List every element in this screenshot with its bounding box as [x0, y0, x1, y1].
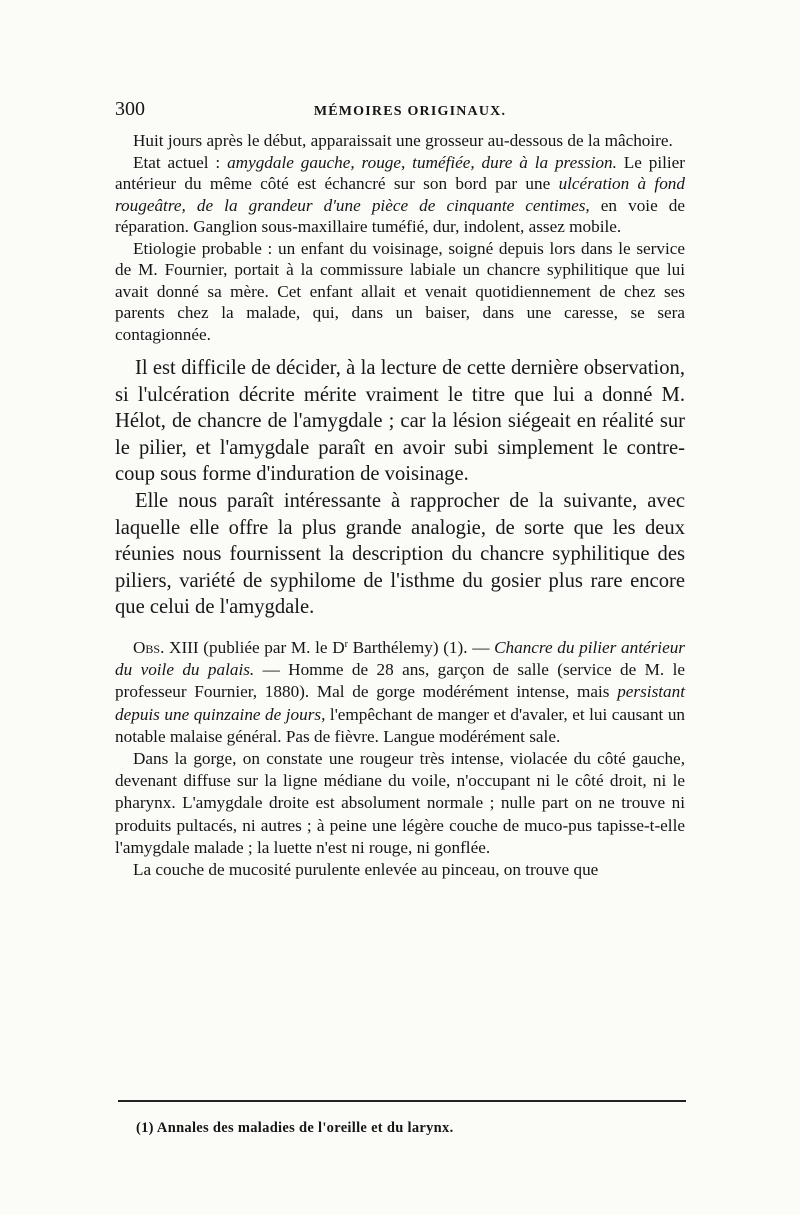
paragraph: Il est difficile de décider, à la lecture de cette dernière observation, si l'ulcération décrite mérite vraiment le titre que lui a donné M. Hélot, de chancre de l'amygdale ; car la lésion siégeait en réalité sur le pilier, et l'amygdale paraît en avoir subi simplement le contre-coup sous forme d'induration de voisinage. — [115, 357, 685, 486]
paragraph: Etat actuel : amygdale gauche, rouge, tuméfiée, dure à la pression. Le pilier antérieur du même côté est échancré sur son bord par une ulcération à fond rougeâtre, de la grandeur d'une pièce de cinquante centimes, en voie de réparation. Ganglion sous-maxillaire tuméfié, dur, indolent, assez mobile. — [115, 152, 685, 236]
running-head: MÉMOIRES ORIGINAUX. — [313, 104, 507, 119]
paragraph: Etiologie probable : un enfant du voisinage, soigné depuis lors dans le service de M. Fournier, portait à la commissure labiale un chancre syphilitique que lui avait donné sa mère. Cet enfant allait et venait quotidiennement de chez ses parents chez la malade, qui, dans un baiser, dans une caresse, se sera contagionnée. — [115, 238, 685, 344]
page-header — [115, 98, 685, 122]
page-number: 300 — [115, 98, 145, 120]
commentary — [115, 355, 685, 621]
paragraph: La couche de mucosité purulente enlevée au pinceau, on trouve que — [133, 859, 599, 879]
case-notes — [115, 130, 685, 345]
footnote-rule — [118, 1100, 686, 1102]
paragraph: Obs. XIII (publiée par M. le $D^r$ Barthélemy) (1). — Chancre du pilier antérieur du voile du palais. — Homme de 28 ans, garçon de salle (service de M. le professeur Fournier, 1880). Mal de gorge modérément intense, mais persistant depuis une quinzaine de jours, l'empêchant de manger et d'avaler, et lui causant un notable malaise général. Pas de fièvre. Langue modérément sale. — [115, 637, 686, 746]
page — [115, 98, 685, 881]
paragraph: Huit jours après le début, apparaissait une grosseur au-dessous de la mâchoire. — [133, 131, 673, 150]
paragraph: Elle nous paraît intéressante à rapprocher de la suivante, avec laquelle elle offre la plus grande analogie, de sorte que les deux réunies nous fournissent la description du chancre syphilitique des piliers, variété de syphilome de l'isthme du gosier plus rare encore que celui de l'amygdale. — [115, 489, 685, 619]
observation-xiii — [115, 637, 685, 881]
observation-title: Chancre du pilier antérieur du voile du palais. — [115, 637, 685, 680]
observation-label: Obs. XIII — [133, 637, 199, 657]
footnote: (1) Annales des maladies de l'oreille et du larynx. — [136, 1120, 454, 1136]
paragraph: Dans la gorge, on constate une rougeur très intense, violacée du côté gauche, devenant diffuse sur la ligne médiane du voile, n'occupant ni le côté droit, ni le pharynx. L'amygdale droite est absolument normale ; nulle part on ne trouve ni produits pultacés, ni autres ; à peine une légère couche de muco-pus tapisse-t-elle l'amygdale malade ; la luette n'est ni rouge, ni gonflée. — [115, 748, 685, 857]
